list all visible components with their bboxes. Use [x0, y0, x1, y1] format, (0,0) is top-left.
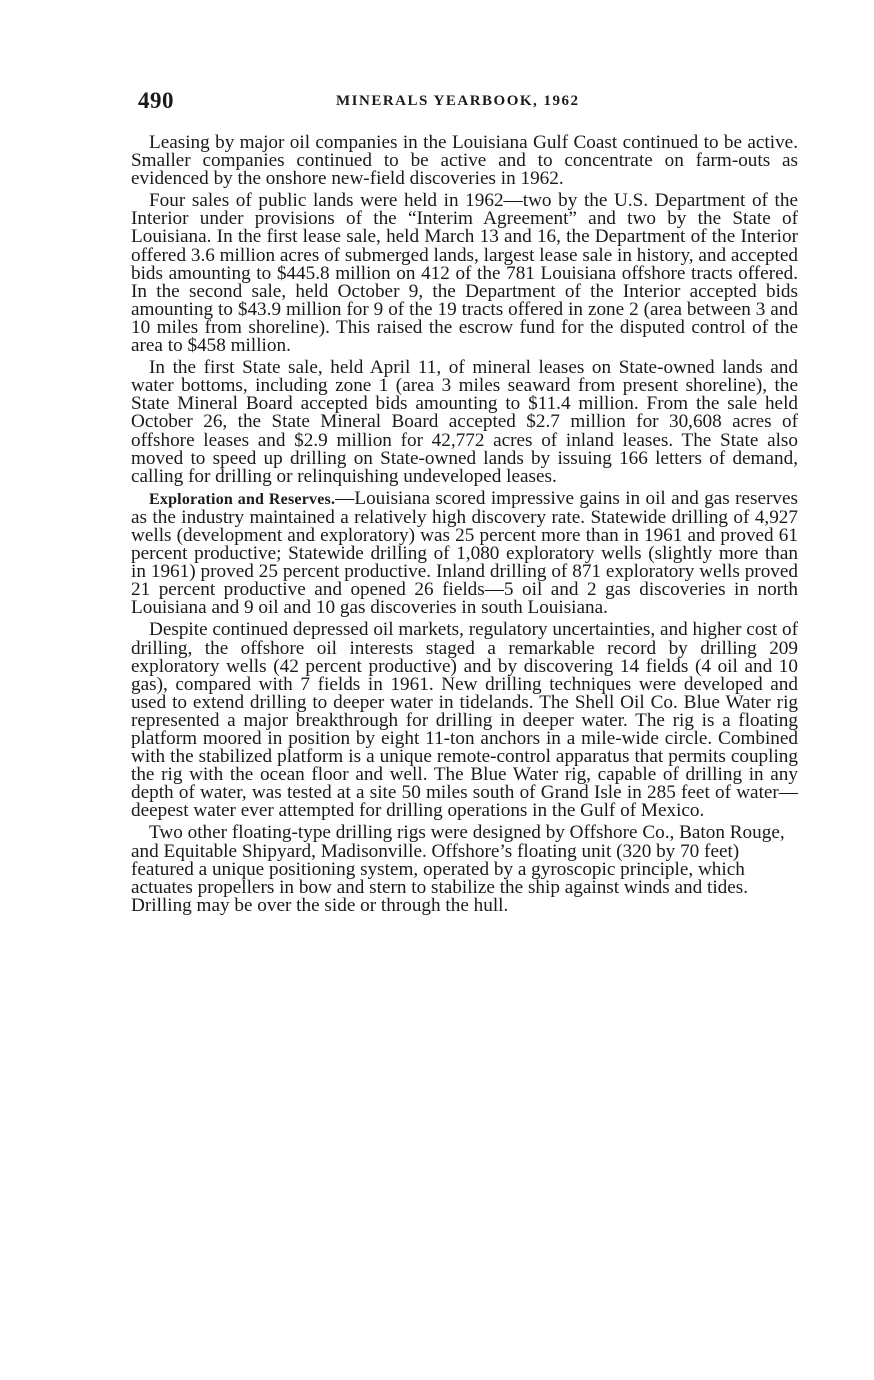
paragraph-leasing: Leasing by major oil companies in the Louisiana Gulf Coast continued to be active. Smaller companies continued to be active and to concentrate on farm-outs as evidenced by the onshore new-field discoveries in 1962.	[131, 132, 798, 190]
running-head	[138, 88, 818, 116]
paragraph-public-land-sales: Four sales of public lands were held in 1962—two by the U.S. Department of the Interior under provisions of the “Interim Agreement” and two by the State of Louisiana. In the first lease sale, held March 13 and 16, the Department of the Interior offered 3.6 million acres of submerged lands, largest lease sale in history, and accepted bids amounting to $445.8 million on 412 of the 781 Louisiana offshore tracts offered. In the second sale, held October 9, the Department of the Interior accepted bids amounting to $43.9 million for 9 of the 19 tracts offered in zone 2 (area between 3 and 10 miles from shoreline). This raised the escrow fund for the disputed control of the area to $458 million.	[131, 190, 798, 357]
paragraph-state-sales: In the first State sale, held April 11, of mineral leases on State-owned lands and water bottoms, including zone 1 (area 3 miles seaward from present shoreline), the State Mineral Board accepted bids amounting to $11.4 million. From the sale held October 26, the State Mineral Board accepted $2.7 million for 30,608 acres of offshore leases and $2.9 million for 42,772 acres of inland leases. The State also moved to speed up drilling on State-owned lands by issuing 166 letters of demand, calling for drilling or relinquishing undeveloped leases.	[131, 357, 798, 487]
body-text	[131, 134, 798, 919]
paragraph-offshore-drilling: Despite continued depressed oil markets, regulatory uncertainties, and higher cost of drilling, the offshore oil interests staged a remarkable record by drilling 209 exploratory wells (42 percent productive) and by discovering 14 fields (4 oil and 10 gas), compared with 7 fields in 1961. New drilling techniques were developed and used to extend drilling to deeper water in tidelands. The Shell Oil Co. Blue Water rig represented a major breakthrough for drilling in deeper water. The rig is a floating platform moored in position by eight 11-ton anchors in a mile-wide circle. Combined with the stabilized platform is a unique remote-control apparatus that permits coupling the rig with the ocean floor and well. The Blue Water rig, capable of drilling in any depth of water, was tested at a site 50 miles south of Grand Isle in 285 feet of water—deepest water ever attempted for drilling operations in the Gulf of Mexico.	[131, 619, 798, 822]
paragraph-exploration-reserves-text: —Louisiana scored impressive gains in oil and gas reserves as the industry maintained a relatively high discovery rate. Statewide drilling of 4,927 wells (development and exploratory) was 25 percent more than in 1961 and proved 61 percent productive; Statewide drilling of 1,080 exploratory wells (slightly more than in 1961) proved 25 percent productive. Inland drilling of 871 exploratory wells proved 21 percent productive and opened 26 fields—5 oil and 2 gas discoveries in north Louisiana and 9 oil and 10 gas discoveries in south Louisiana.	[131, 487, 798, 619]
page-number: 490	[138, 88, 174, 113]
paragraph-exploration-reserves	[131, 487, 798, 619]
section-heading-exploration-reserves: Exploration and Reserves.	[149, 490, 336, 508]
running-head-title: MINERALS YEARBOOK, 1962	[336, 93, 580, 109]
paragraph-floating-rigs: Two other floating-type drilling rigs were designed by Offshore Co., Baton Rouge, and Equitable Shipyard, Madisonville. Offshore’s floating unit (320 by 70 feet) featured a unique positioning system, operated by a gyroscopic principle, which actuates propellers in bow and stern to stabilize the ship against winds and tides. Drilling may be over the side or through the hull.	[131, 822, 785, 916]
